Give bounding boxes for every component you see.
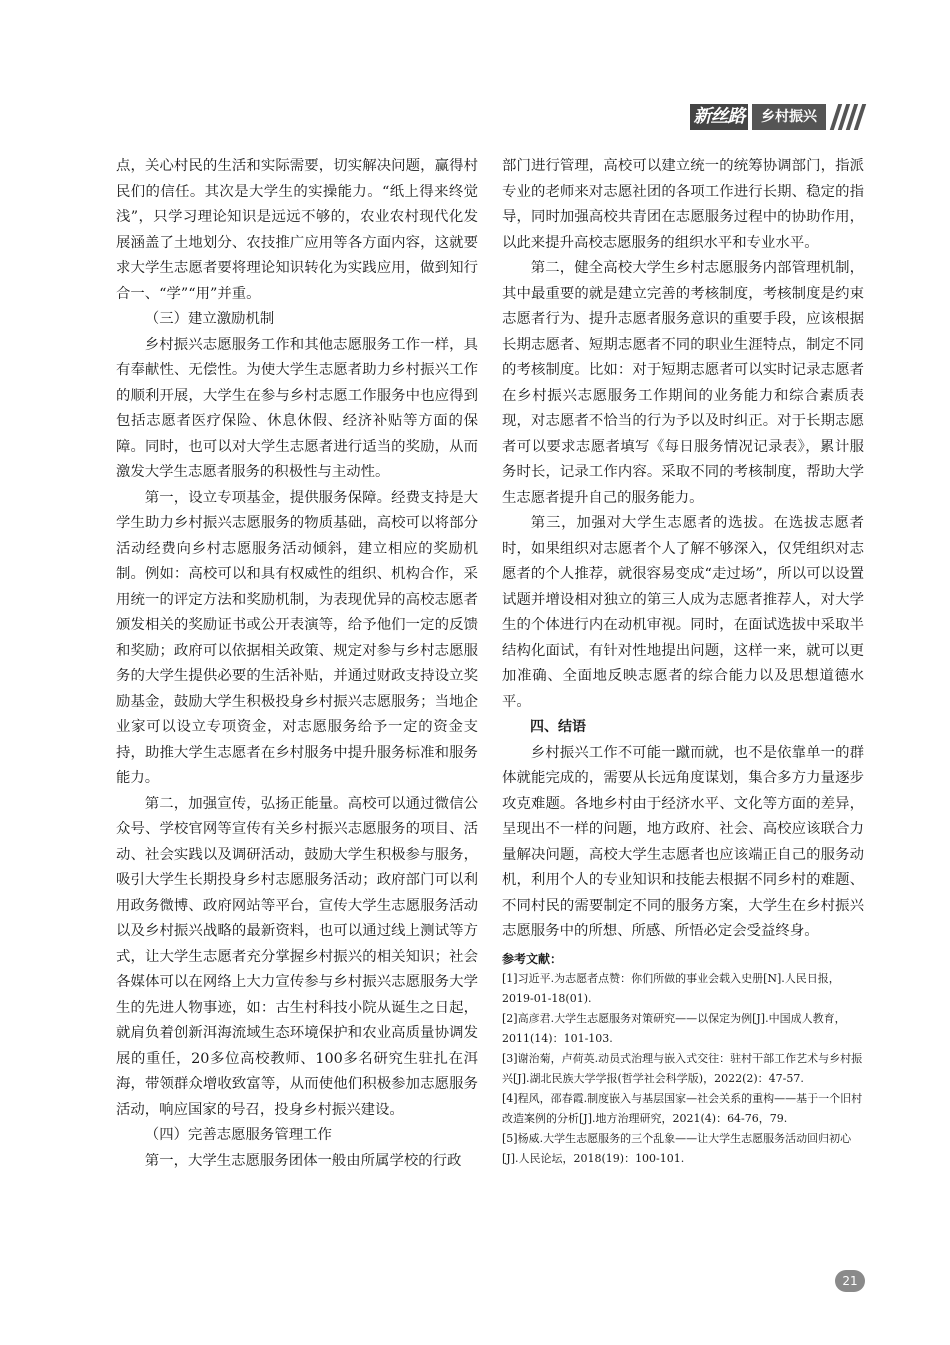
reference-item: [4]程风，邵春霞.制度嵌入与基层国家—社会关系的重构——基于一个旧村改造案例的分析[J].地方治理研究，2021(4)：64-76，79. bbox=[502, 1091, 863, 1125]
body-paragraph: 第一，设立专项基金，提供服务保障。经费支持是大学生助力乡村振兴志愿服务的物质基础，高校可以将部分活动经费向乡村志愿服务活动倾斜，建立相应的奖励机制。例如：高校可以和具有权威性的组织、机构合作，采用统一的评定方法和奖励机制，为表现优异的高校志愿者颁发相关的奖励证书或公开表演等，给予他们一定的反馈和奖励；政府可以依据相关政策、规定对参与乡村志愿服务的大学生提供必要的生活补贴，并通过财政支持设立奖励基金，鼓励大学生积极投身乡村振兴志愿服务；当地企业家可以设立专项资金，对志愿服务给予一定的资金支持，助推大学生志愿者在乡村服务中提升服务标准和服务能力。 bbox=[116, 489, 478, 786]
body-paragraph: 第三，加强对大学生志愿者的选拔。在选拔志愿者时，如果组织对志愿者个人了解不够深入，仅凭组织对志愿者的个人推荐，就很容易变成“走过场”，所以可以设置试题并增设相对独立的第三人成为志愿者推荐人，对大学生的个体进行内在动机审视。同时，在面试选拔中采取半结构化面试，有针对性地提出问题，这样一来，就可以更加准确、全面地反映志愿者的综合能力以及思想道德水平。 bbox=[502, 515, 864, 710]
reference-item: [1]习近平.为志愿者点赞：你们所做的事业会载入史册[N].人民日报，2019-01-18(01). bbox=[502, 971, 840, 1005]
decorative-slashes bbox=[830, 104, 866, 130]
subsection-heading: （三）建立激励机制 bbox=[144, 311, 275, 327]
left-column bbox=[116, 154, 478, 1174]
right-column bbox=[502, 154, 864, 1169]
body-paragraph: 第二，加强宣传，弘扬正能量。高校可以通过微信公众号、学校官网等宣传有关乡村振兴志愿服务的项目、活动、社会实践以及调研活动，鼓励大学生积极参与服务，吸引大学生长期投身乡村志愿服务活动；政府部门可以利用政务微博、政府网站等平台，宣传大学生志愿服务活动以及乡村振兴战略的最新资料，也可以通过线上测试等方式，让大学生志愿者充分掌握乡村振兴的相关知识；社会各媒体可以在网络上大力宣传参与乡村振兴志愿服务大学生的先进人物事迹，如：古生村科技小院从诞生之日起，就肩负着创新洱海流域生态环境保护和农业高质量协调发展的重任，20多位高校教师、100多名研究生驻扎在洱海，带领群众增收致富等，从而使他们积极参加志愿服务活动，响应国家的号召，投身乡村振兴建设。 bbox=[116, 795, 478, 1118]
body-paragraph: 部门进行管理，高校可以建立统一的统筹协调部门，指派专业的老师来对志愿社团的各项工作进行长期、稳定的指导，同时加强高校共青团在志愿服务过程中的协助作用，以此来提升高校志愿服务的组织水平和专业水平。 bbox=[502, 158, 864, 251]
page-number: 21 bbox=[835, 1270, 865, 1292]
body-paragraph: 点，关心村民的生活和实际需要，切实解决问题，赢得村民们的信任。其次是大学生的实操能力。“纸上得来终觉浅”，只学习理论知识是远远不够的，农业农村现代化发展涵盖了土地划分、农技推广应用等各方面内容，这就要求大学生志愿者要将理论知识转化为实践应用，做到知行合一、“学”“用”并重。 bbox=[116, 158, 478, 302]
reference-item: [3]谢治菊，卢荷英.动员式治理与嵌入式交往：驻村干部工作艺术与乡村振兴[J].湖北民族大学学报(哲学社会科学版)，2022(2)：47-57. bbox=[502, 1051, 863, 1085]
body-paragraph: 第二，健全高校大学生乡村志愿服务内部管理机制，其中最重要的就是建立完善的考核制度，考核制度是约束志愿者行为、提升志愿者服务意识的重要手段，应该根据长期志愿者、短期志愿者不同的职业生涯特点，制定不同的考核制度。比如：对于短期志愿者可以实时记录志愿者在乡村振兴志愿服务工作期间的业务能力和综合素质表现，对志愿者不恰当的行为予以及时纠正。对于长期志愿者可以要求志愿者填写《每日服务情况记录表》，累计服务时长，记录工作内容。采取不同的考核制度，帮助大学生志愿者提升自己的服务能力。 bbox=[502, 260, 864, 506]
body-paragraph: 第一，大学生志愿服务团体一般由所属学校的行政 bbox=[144, 1152, 462, 1169]
body-paragraph: 乡村振兴志愿服务工作和其他志愿服务工作一样，具有奉献性、无偿性。为使大学生志愿者助力乡村振兴工作的顺利开展，大学生在参与乡村志愿工作服务中也应得到包括志愿者医疗保险、休息休假、经济补贴等方面的保障。同时，也可以对大学生志愿者进行适当的奖励，从而激发大学生志愿者服务的积极性与主动性。 bbox=[116, 336, 478, 480]
body-paragraph: 乡村振兴工作不可能一蹴而就，也不是依靠单一的群体就能完成的，需要从长远角度谋划，集合多方力量逐步攻克难题。各地乡村由于经济水平、文化等方面的差异，呈现出不一样的问题，地方政府、社会、高校应该联合力量解决问题，高校大学生志愿者也应该端正自己的服务动机，利用个人的专业知识和技能去根据不同乡村的难题、不同村民的需要制定不同的服务方案，大学生在乡村振兴志愿服务中的所想、所感、所悟必定会受益终身。 bbox=[502, 744, 864, 939]
reference-item: [5]杨威.大学生志愿服务的三个乱象——让大学生志愿服务活动回归初心[J].人民论坛，2018(19)：100-101. bbox=[502, 1131, 852, 1165]
section-tag: 乡村振兴 bbox=[752, 104, 826, 130]
journal-header bbox=[690, 104, 870, 132]
reference-item: [2]高彦君.大学生志愿服务对策研究——以保定为例[J].中国成人教育，2011(14)：101-103. bbox=[502, 1011, 846, 1045]
subsection-heading: （四）完善志愿服务管理工作 bbox=[144, 1127, 332, 1143]
section-heading: 四、结语 bbox=[530, 719, 586, 735]
references-title: 参考文献： bbox=[502, 951, 563, 966]
journal-brand-logo: 新丝路 bbox=[690, 104, 748, 130]
